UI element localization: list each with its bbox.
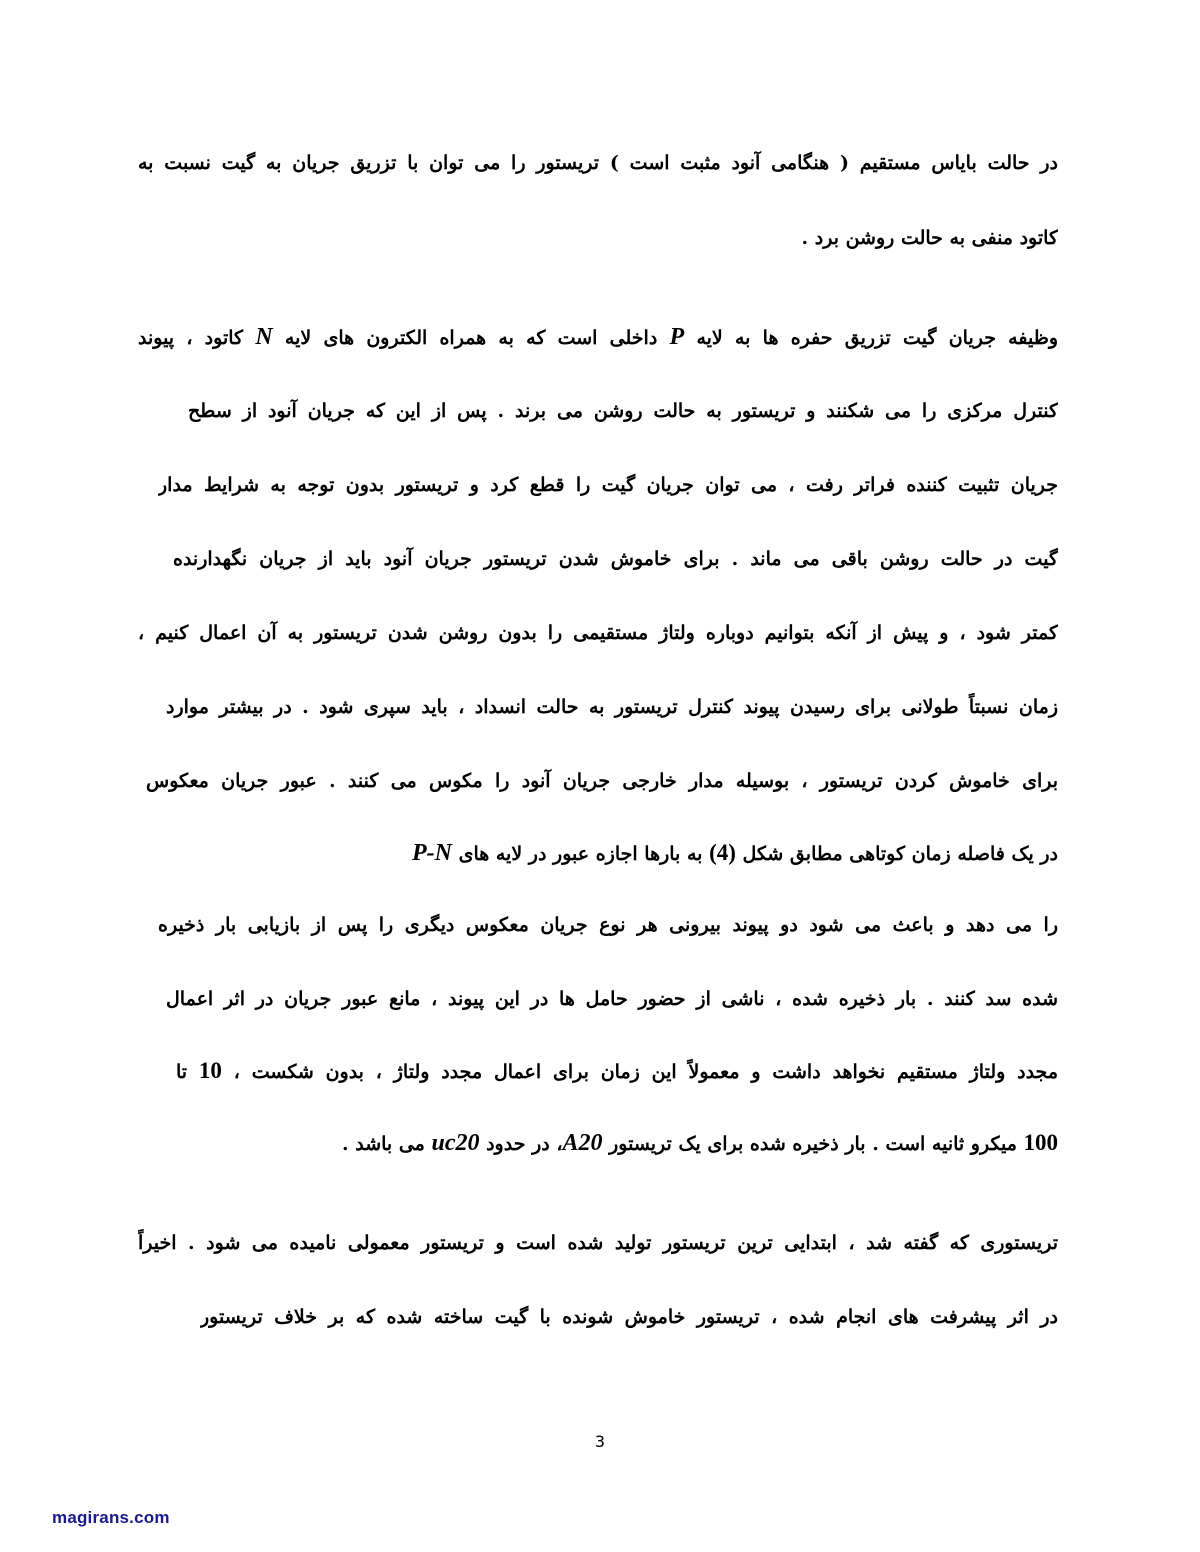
paragraph-2-line-4: گیت در حالت روشن باقی می ماند . برای خاموش شدن تریستور جریان آنود باید از جریان نگهدارنده [173,548,1058,570]
text-segment: تا [176,1061,188,1083]
paragraph-2-line-11 [176,1056,1058,1087]
number-10: 10 [198,1058,222,1083]
paragraph-2-line-10: شده سد کنند . بار ذخیره شده ، ناشی از حضور حامل ها در این پیوند ، مانع عبور جریان در اثر اعمال [166,988,1058,1010]
symbol-p: P [669,324,685,350]
number-100: 100 [1023,1130,1058,1155]
text-segment: ، در حدود [486,1133,563,1155]
paragraph-1-line-1: در حالت بایاس مستقیم ( هنگامی آنود مثبت است ) تریستور را می توان با تزریق جریان به گیت نسبت به [138,152,1058,174]
paragraph-2-line-9: را می دهد و باعث می شود دو پیوند بیرونی هر نوع جریان معکوس دیگری را پس از بازیابی بار ذخیره [158,914,1058,936]
paragraph-1-line-2: کاتود منفی به حالت روشن برد . [801,227,1058,249]
figure-reference: (4) [709,840,736,865]
text-segment: مجدد ولتاژ مستقیم نخواهد داشت و معمولاً این زمان برای اعمال مجدد ولتاژ ، بدون شکست ، [233,1061,1058,1083]
paragraph-2-line-5: کمتر شود ، و پیش از آنکه بتوانیم دوباره ولتاژ مستقیمی را بدون روشن شدن تریستور به آن اعمال کنیم ، [138,622,1058,644]
text-segment: وظیفه جریان گیت تزریق حفره ها به لایه [696,327,1058,349]
text-segment: می باشد . [342,1133,425,1155]
paragraph-2-line-12 [138,1128,1058,1159]
text-segment: داخلی است که به همراه الکترون های لایه [284,327,658,349]
symbol-pn: P-N [411,840,452,866]
text-segment: به بارها اجازه عبور در لایه های [458,843,703,865]
site-watermark: magirans.com [52,1508,170,1527]
paragraph-2-line-1 [138,322,1058,353]
symbol-n: N [255,324,273,350]
text-segment: میکرو ثانیه است . بار ذخیره شده برای یک تریستور [609,1133,1017,1155]
paragraph-2-line-2: کنترل مرکزی را می شکنند و تریستور به حالت روشن می برند . پس از این که جریان آنود از سطح [188,400,1058,422]
paragraph-3-line-1: تریستوری که گفته شد ، ابتدایی ترین تریستور تولید شده است و تریستور معمولی نامیده می شود . اخیراً [138,1232,1058,1254]
symbol-uc20: uc20 [431,1130,480,1156]
paragraph-2-line-7: برای خاموش کردن تریستور ، بوسیله مدار خارجی جریان آنود را مکوس می کنند . عبور جریان معکوس [146,770,1058,792]
paragraph-2-line-6: زمان نسبتاً طولانی برای رسیدن پیوند کنترل تریستور به حالت انسداد ، باید سپری شود . در بیشتر موارد [166,696,1058,718]
paragraph-3-line-2: در اثر پیشرفت های انجام شده ، تریستور خاموش شونده با گیت ساخته شده که بر خلاف تریستور [200,1306,1058,1328]
page-number: 3 [594,1432,606,1451]
paragraph-2-line-8 [138,838,1058,869]
text-segment: در یک فاصله زمان کوتاهی مطابق شکل [742,843,1058,865]
paragraph-2-line-3: جریان تثبیت کننده فراتر رفت ، می توان جریان گیت را قطع کرد و تریستور بدون توجه به شرایط مدار [158,474,1058,496]
text-segment: کاتود ، پیوند [138,327,244,349]
symbol-a20: A20 [562,1130,603,1156]
